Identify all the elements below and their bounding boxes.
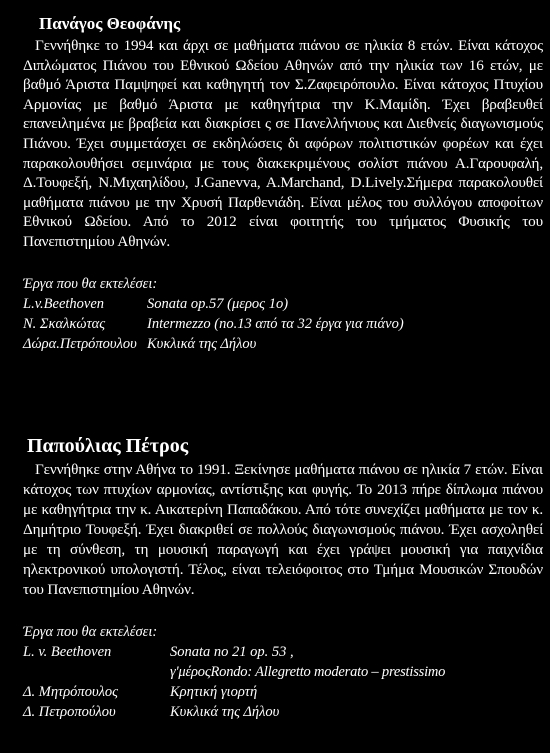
work-composer: L. v. Beethoven: [23, 644, 112, 660]
bio-line: Από το 2012 είναι φοιτητής του τμήματος Φυσικής του Πανεπιστημίου: [23, 213, 543, 250]
work-composer: Δώρα.Πετρόπουλου: [23, 335, 137, 352]
work-row: [23, 642, 543, 662]
work-row: [23, 702, 543, 722]
work-composer: N. Σκαλκώτας: [23, 315, 106, 332]
bio-line: D.Lively.Σήμερα παρακολουθεί μαθήματα πιάνου με την Χρυσή: [23, 174, 543, 211]
work-row: [23, 682, 543, 702]
bio-line: Παρθενιάδη. Είναι μέλος του συλλόγου αποφοίτων Εθνικού Ωδείου.: [23, 193, 543, 231]
bio-line: Είναι κάτοχος Διπλώματος Πιάνου του Εθνικού Ωδείου Αθηνών από: [23, 37, 543, 74]
bio-line: του Πανεπιστημίου Αθηνών.: [23, 581, 195, 598]
bio-line: Έχει συμμετάσχει σε εκδηλώσεις δι αφόρων πολιτιστικών φορέων και: [76, 134, 514, 152]
works-heading: Έργα που θα εκτελέσει:: [23, 624, 158, 640]
musician-bio: [23, 460, 543, 600]
musician-name: Παπούλιας Πέτρος: [27, 435, 189, 457]
work-composer: L.v.Beethoven: [23, 295, 105, 312]
musician-name: Πανάγος Θεοφάνης: [39, 14, 181, 33]
work-composer: Δ. Πετροπούλου: [23, 704, 116, 720]
works-list: [23, 642, 543, 722]
bio-line: υπολογιστή. Τέλος, είναι τελειόφοιτος στο Τμήμα Μουσικών Σπουδών: [110, 561, 543, 578]
work-composer: [23, 662, 170, 682]
work-piece: Κυκλικά της Δήλου: [147, 335, 257, 352]
work-piece: Κρητική γιορτή: [170, 684, 258, 700]
work-composer: Δ. Μητρόπουλος: [23, 684, 119, 700]
bio-line: έχει παρακολουθήσει σεμινάρια με τους διακεκριμένους σολίστ πιάνου: [23, 134, 543, 172]
bio-line: Γεννήθηκε στην Αθήνα το 1991. Ξεκίνησε μαθήματα πιάνου σε ηλικία: [35, 461, 460, 478]
musician-section-theofanis: [23, 12, 543, 354]
work-row: [23, 334, 543, 354]
works-list: [23, 294, 543, 354]
bio-line: μουσική παραγωγή και έχει γράψει μουσική για παιχνίδια ηλεκτρονικού: [23, 541, 543, 578]
work-row: [23, 294, 543, 314]
bio-line: και διακρίσει ς σε Πανελλήνιους και Διεθνείς διαγωνισμούς Πιάνου.: [23, 115, 543, 152]
bio-line: Αθηνών.: [117, 232, 171, 250]
work-piece: Intermezzo (no.13 από τα 32 έργα για πιάνο): [147, 315, 404, 332]
work-piece: Sonata op.57 (μερος 1ο): [147, 295, 289, 312]
bio-line: με καθηγήτρια την Κ.Μαμίδη. Έχει βραβευθεί επανειλημένα με βραβεία: [23, 95, 543, 133]
musician-bio: [23, 36, 543, 252]
bio-line: 7 ετών. Είναι κάτοχος των πτυχίων αρμονίας, αντίστιξης και φυγής.: [23, 461, 543, 498]
bio-line: Σ.Ζαφειρόπουλο. Είναι κάτοχος Πτυχίου Αρμονίας με βαθμό Άριστα: [23, 76, 543, 113]
work-row: [23, 314, 543, 334]
bio-line: Το 2013 πήρε δίπλωμα πιάνου με καθηγήτρια την κ. Αικατερίνη Παπαδάκου.: [23, 481, 543, 518]
work-piece: Κυκλικά της Δήλου: [170, 704, 280, 720]
bio-line: Α.Γαρουφαλή, Δ.Τουφεξή, Ν.Μιχαηλίδου, J.Ganevva, A.Marchand,: [23, 154, 543, 192]
work-piece: Sonata no 21 op. 53 ,: [170, 644, 294, 660]
bio-line: Από τότε συνεχίζει μαθήματα με τον κ. Δημήτριο Τουφεξή. Έχει διακριθεί: [23, 501, 543, 538]
bio-line: σε πολλούς διαγωνισμούς πιάνου. Έχει ασχοληθεί με τη σύνθεση, τη: [23, 521, 544, 558]
bio-line: Γεννήθηκε το 1994 και άρχι σε μαθήματα πιάνου σε ηλικία 8 ετών.: [35, 37, 453, 54]
work-piece: γ'μέροςRondo: Allegretto moderato – prestissimo: [170, 664, 446, 680]
bio-line: την ηλικία των 16 ετών, με βαθμό Άριστα Παμψηφεί και καθηγητή τον: [23, 56, 543, 94]
works-heading: Έργα που θα εκτελέσει:: [23, 275, 158, 292]
musician-section-papoulias: [23, 432, 543, 722]
work-row: [23, 662, 543, 682]
